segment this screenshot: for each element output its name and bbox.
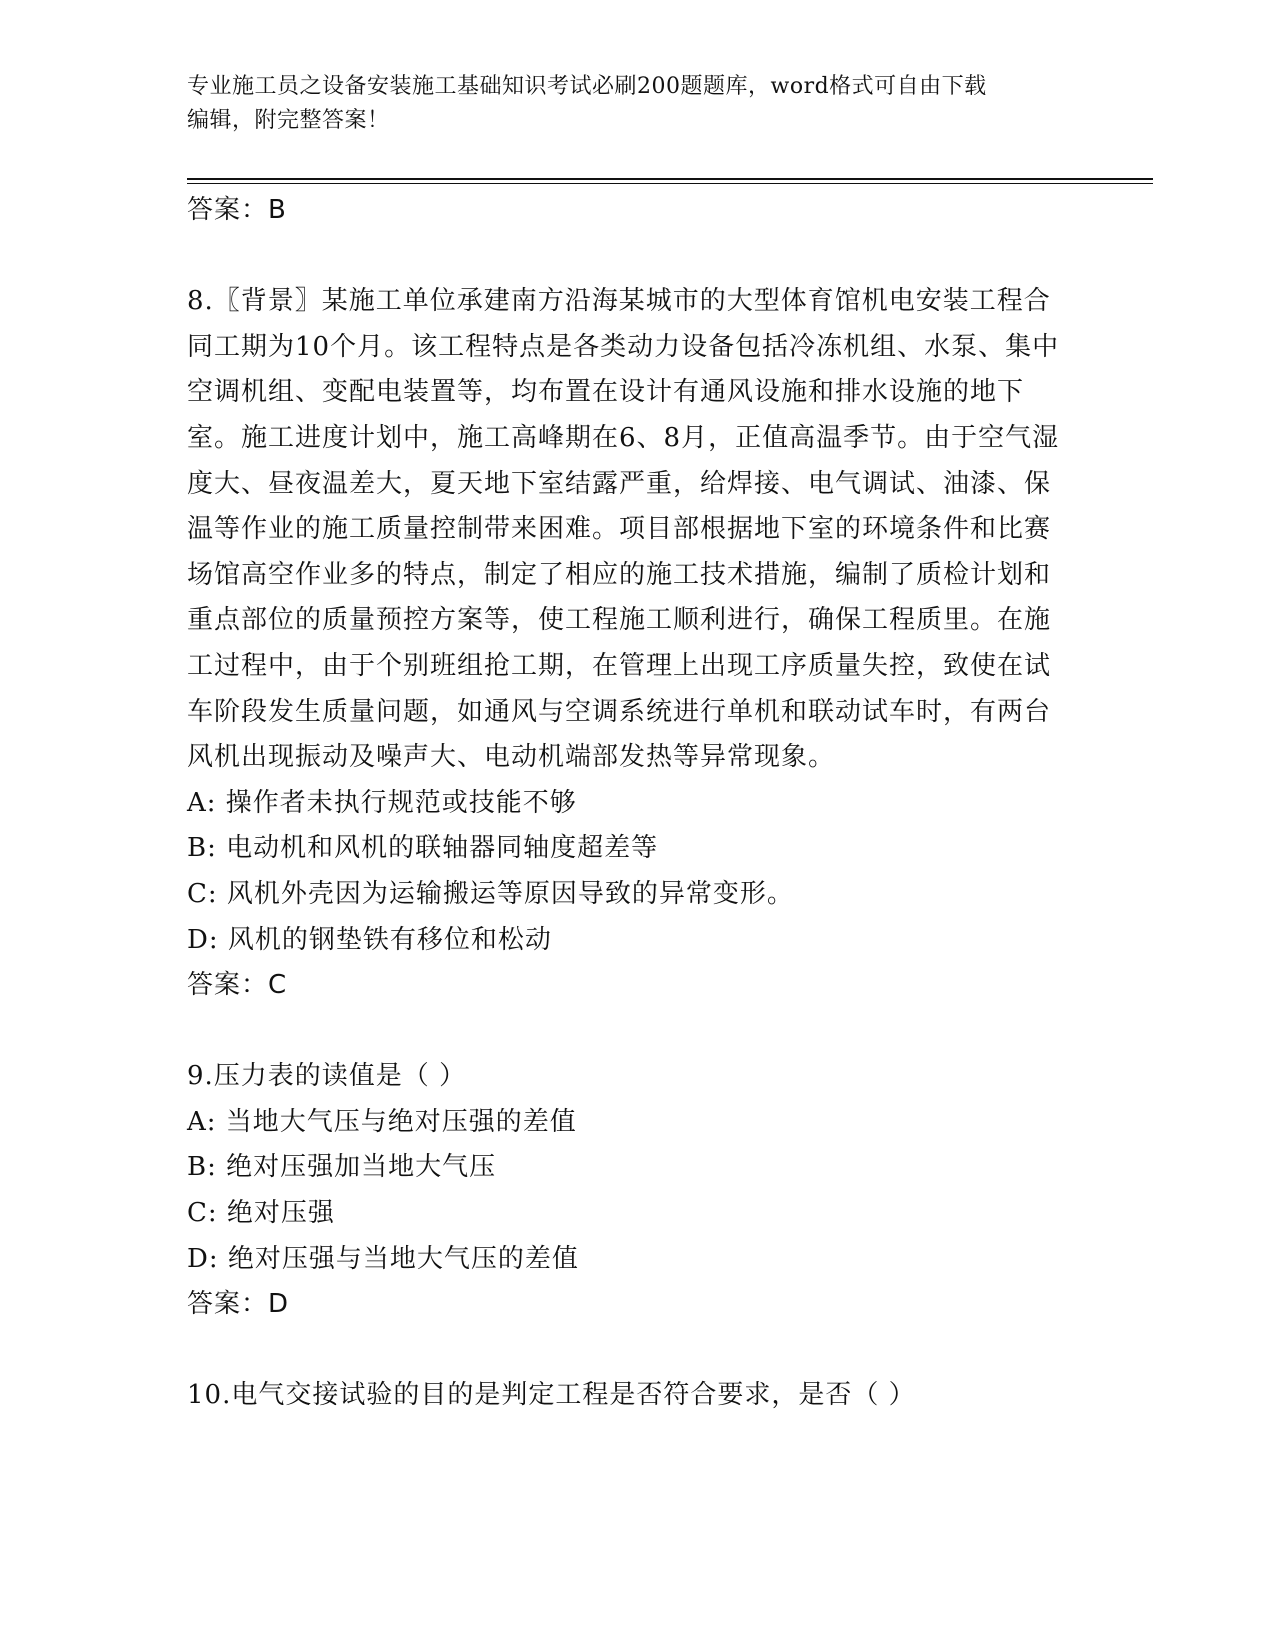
- question-9-option-c: C: 绝对压强: [187, 1198, 335, 1229]
- spacer: [187, 234, 1067, 280]
- question-9-text: 9.压力表的读值是（ ）: [187, 1061, 467, 1092]
- question-10-text: 10.电气交接试验的目的是判定工程是否符合要求，是否（ ）: [187, 1380, 916, 1411]
- document-header: [187, 70, 1067, 138]
- question-8-option-a: A: 操作者未执行规范或技能不够: [187, 787, 577, 818]
- header-rule-thick: [187, 178, 1153, 180]
- question-9-answer: 答案：D: [187, 1289, 290, 1320]
- question-9-option-a: A: 当地大气压与绝对压强的差值: [187, 1106, 577, 1137]
- header-title-line-1: 专业施工员之设备安装施工基础知识考试必刷200题题库，word格式可自由下载: [187, 74, 987, 99]
- answer-line: 答案：B: [187, 195, 287, 225]
- spacer: [187, 1328, 1067, 1374]
- header-title-line-2: 编辑，附完整答案！: [187, 108, 390, 133]
- question-8-option-d: D: 风机的钢垫铁有移位和松动: [187, 924, 552, 955]
- question-9-option-d: D: 绝对压强与当地大气压的差值: [187, 1243, 579, 1274]
- question-8-option-c: C: 风机外壳因为运输搬运等原因导致的异常变形。: [187, 878, 794, 909]
- question-list: [187, 188, 1067, 1419]
- question-8-option-b: B: 电动机和风机的联轴器同轴度超差等: [187, 833, 659, 864]
- question-8-answer: 答案：C: [187, 970, 288, 1001]
- spacer: [187, 1009, 1067, 1055]
- header-rule-thin: [187, 183, 1153, 184]
- question-8-text: 8.〖背景〗某施工单位承建南方沿海某城市的大型体育馆机电安装工程合同工期为10个月。该工程特点是各类动力设备包括冷冻机组、水泵、集中空调机组、变配电装置等，均布置在设计有通风设施和排水设施的地下室。施工进度计划中，施工高峰期在6、8月，正值高温季节。由于空气湿度大、昼夜温差大，夏天地下室结露严重，给焊接、电气调试、油漆、保温等作业的施工质量控制带来困难。项目部根据地下室的环境条件和比赛场馆高空作业多的特点，制定了相应的施工技术措施，编制了质检计划和重点部位的质量预控方案等，使工程施工顺利进行，确保工程质里。在施工过程中，由于个别班组抢工期，在管理上出现工序质量失控，致使在试车阶段发生质量问题，如通风与空调系统进行单机和联动试车时，有两台风机出现振动及噪声大、电动机端部发热等异常现象。: [187, 286, 1060, 773]
- question-9-option-b: B: 绝对压强加当地大气压: [187, 1152, 497, 1183]
